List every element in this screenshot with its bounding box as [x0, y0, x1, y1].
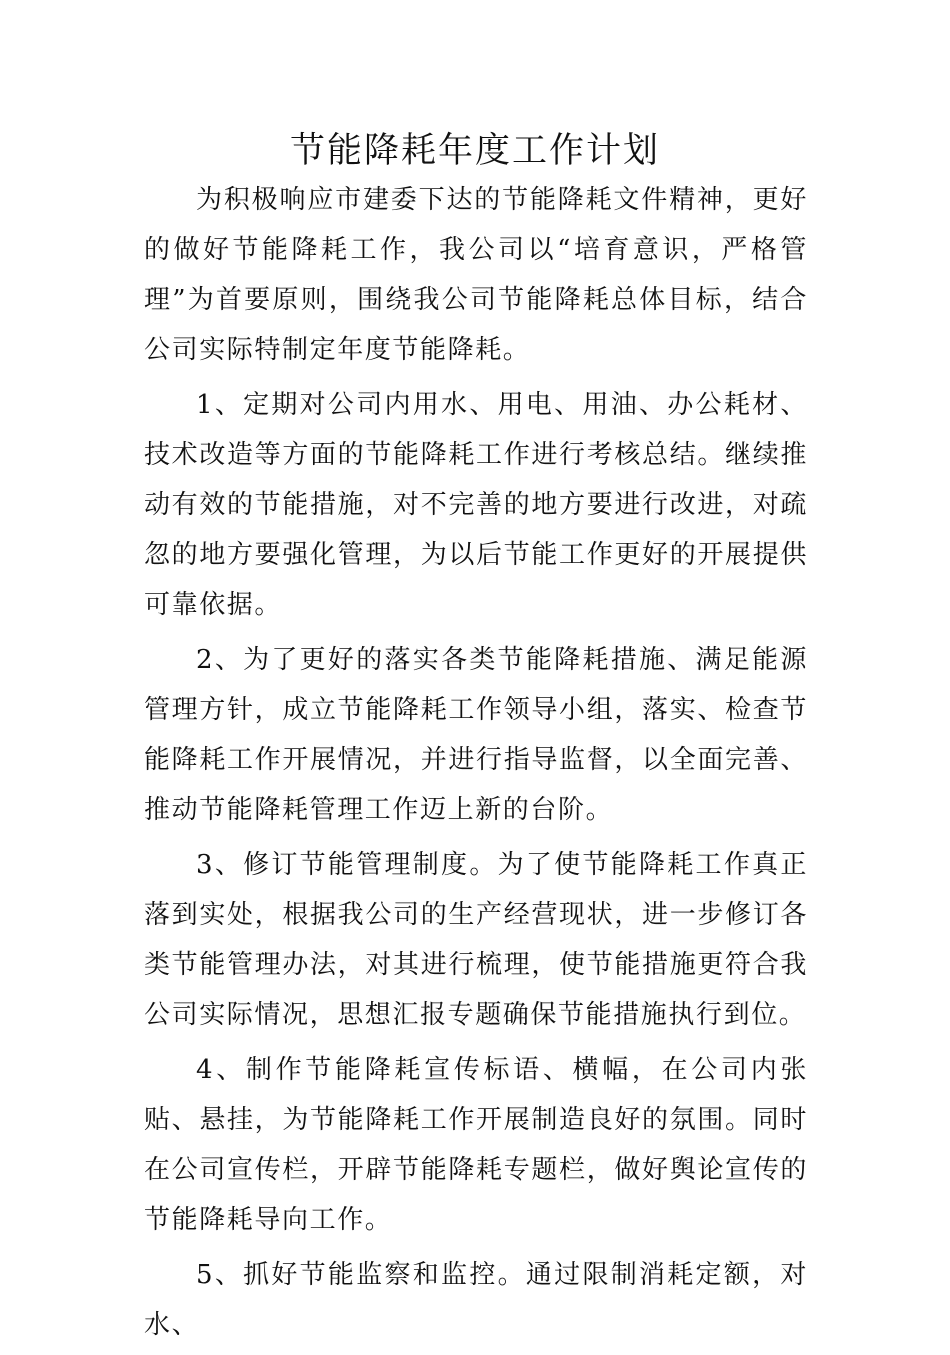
- item-3-paragraph: 3、修订节能管理制度。为了使节能降耗工作真正落到实处，根据我公司的生产经营现状，进一步修订各类节能管理办法，对其进行梳理，使节能措施更符合我公司实际情况，思想汇报专题确保节能措施执行到位。: [144, 850, 808, 1030]
- document-title: 节能降耗年度工作计划: [289, 131, 660, 171]
- intro-paragraph: 为积极响应市建委下达的节能降耗文件精神，更好的做好节能降耗工作，我公司以“培育意识，严格管理”为首要原则，围绕我公司节能降耗总体目标，结合公司实际特制定年度节能降耗。: [144, 185, 808, 365]
- item-4-paragraph: 4、制作节能降耗宣传标语、横幅，在公司内张贴、悬挂，为节能降耗工作开展制造良好的氛围。同时在公司宣传栏，开辟节能降耗专题栏，做好舆论宣传的节能降耗导向工作。: [144, 1055, 808, 1235]
- item-2-paragraph: 2、为了更好的落实各类节能降耗措施、满足能源管理方针，成立节能降耗工作领导小组，落实、检查节能降耗工作开展情况，并进行指导监督，以全面完善、推动节能降耗管理工作迈上新的台阶。: [144, 645, 808, 825]
- item-5-paragraph: 5、抓好节能监察和监控。通过限制消耗定额，对水、: [144, 1260, 808, 1340]
- document-body: [144, 175, 808, 1355]
- item-1-paragraph: 1、定期对公司内用水、用电、用油、办公耗材、技术改造等方面的节能降耗工作进行考核总结。继续推动有效的节能措施，对不完善的地方要进行改进，对疏忽的地方要强化管理，为以后节能工作更好的开展提供可靠依据。: [144, 390, 808, 620]
